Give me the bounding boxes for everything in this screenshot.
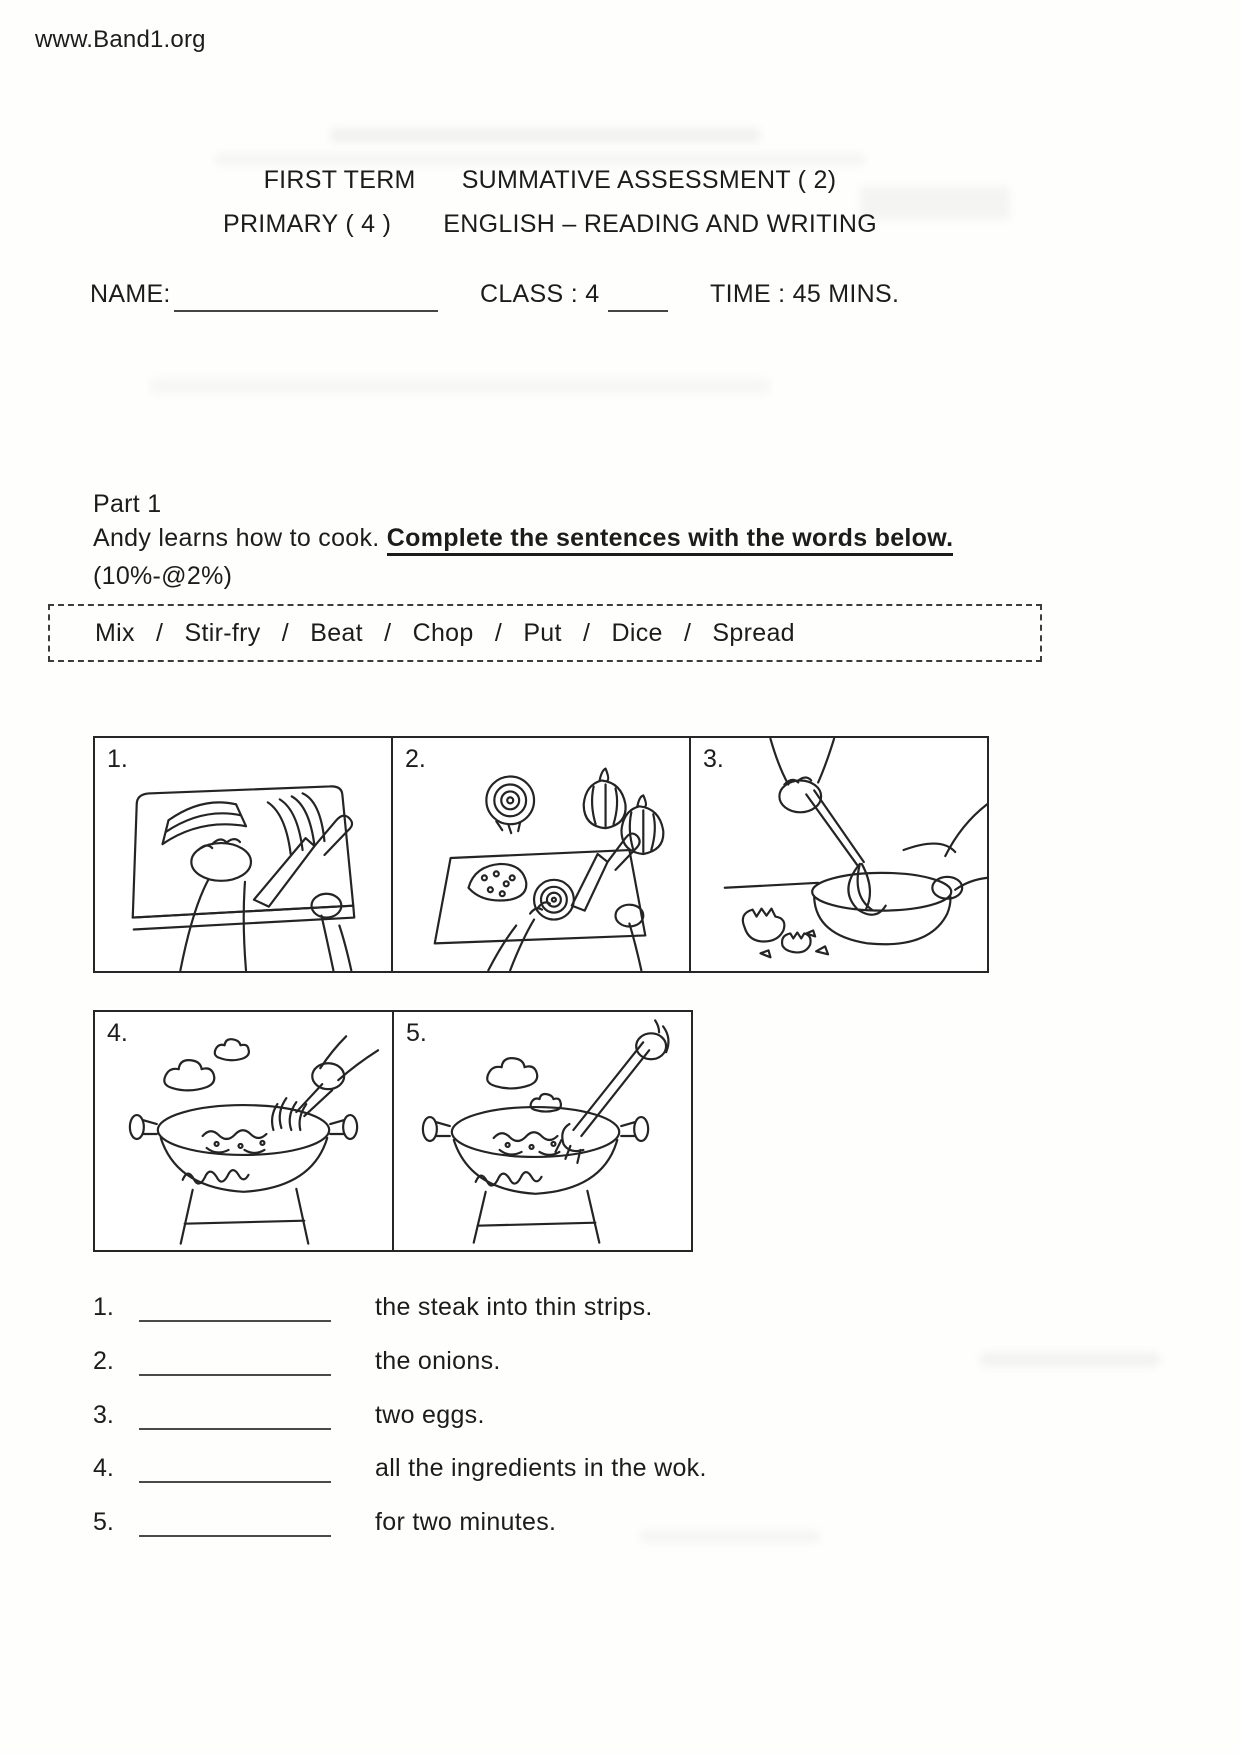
- panel-put-wok: [95, 1012, 392, 1250]
- panel-beat-eggs: [689, 738, 987, 971]
- scan-artifact: [330, 128, 760, 143]
- sentence-text: for two minutes.: [375, 1508, 557, 1536]
- panel-number: 2.: [405, 745, 426, 773]
- panel-number: 5.: [406, 1019, 427, 1047]
- instruction-prefix: Andy learns how to cook.: [93, 524, 387, 552]
- dice-onions-illustration: [393, 738, 689, 971]
- panel-stir-fry: [392, 1012, 691, 1250]
- panel-chop-steak: [95, 738, 391, 971]
- answer-blank: [139, 1346, 331, 1376]
- sentence-text: all the ingredients in the wok.: [375, 1454, 707, 1482]
- panel-number: 1.: [107, 745, 128, 773]
- title-line-1: [0, 166, 1100, 195]
- instruction: [93, 524, 953, 553]
- watermark: www.Band1.org: [35, 26, 206, 53]
- sentence-text: two eggs.: [375, 1401, 485, 1429]
- sentence-row: [93, 1449, 707, 1483]
- class-label: CLASS : 4: [480, 280, 600, 308]
- title-assessment: SUMMATIVE ASSESSMENT ( 2): [461, 166, 837, 194]
- title-subject: ENGLISH – READING AND WRITING: [443, 210, 878, 238]
- marks-label: (10%-@2%): [93, 562, 233, 590]
- answer-blank: [139, 1453, 331, 1483]
- word-bank-words: Mix / Stir-fry / Beat / Chop / Put / Dice / Spread: [95, 618, 795, 647]
- sentence-row: [93, 1503, 556, 1537]
- sentence-number: 5.: [93, 1508, 114, 1536]
- scan-artifact: [150, 378, 770, 394]
- name-label: NAME:: [90, 280, 171, 308]
- panel-dice-onions: [391, 738, 689, 971]
- sentence-row: [93, 1288, 653, 1322]
- word-bank-box: [48, 604, 1042, 662]
- sentence-number: 3.: [93, 1401, 114, 1429]
- scan-artifact: [980, 1352, 1160, 1367]
- sentence-number: 2.: [93, 1347, 114, 1375]
- part-heading: Part 1: [93, 490, 162, 518]
- title-grade: PRIMARY ( 4 ): [222, 210, 392, 238]
- class-blank: [608, 282, 668, 312]
- beat-eggs-illustration: [691, 738, 987, 971]
- stir-fry-illustration: [394, 1012, 691, 1250]
- instruction-emphasis: Complete the sentences with the words below.: [387, 524, 954, 556]
- picture-grid-row-2: [93, 1010, 693, 1252]
- time-label: TIME : 45 MINS.: [710, 280, 900, 308]
- panel-number: 4.: [107, 1019, 128, 1047]
- name-blank: [174, 282, 438, 312]
- sentence-text: the steak into thin strips.: [375, 1293, 653, 1321]
- sentence-number: 1.: [93, 1293, 114, 1321]
- answer-blank: [139, 1292, 331, 1322]
- put-ingredients-illustration: [95, 1012, 392, 1250]
- sentence-text: the onions.: [375, 1347, 501, 1375]
- answer-blank: [139, 1400, 331, 1430]
- chop-steak-illustration: [95, 738, 391, 971]
- answer-blank: [139, 1507, 331, 1537]
- sentence-number: 4.: [93, 1454, 114, 1482]
- scan-artifact: [215, 153, 865, 166]
- panel-number: 3.: [703, 745, 724, 773]
- sentence-row: [93, 1396, 485, 1430]
- scan-artifact: [640, 1530, 820, 1543]
- title-term: FIRST TERM: [263, 166, 416, 194]
- sentence-row: [93, 1342, 501, 1376]
- picture-grid-row-1: [93, 736, 989, 973]
- title-line-2: [0, 210, 1100, 239]
